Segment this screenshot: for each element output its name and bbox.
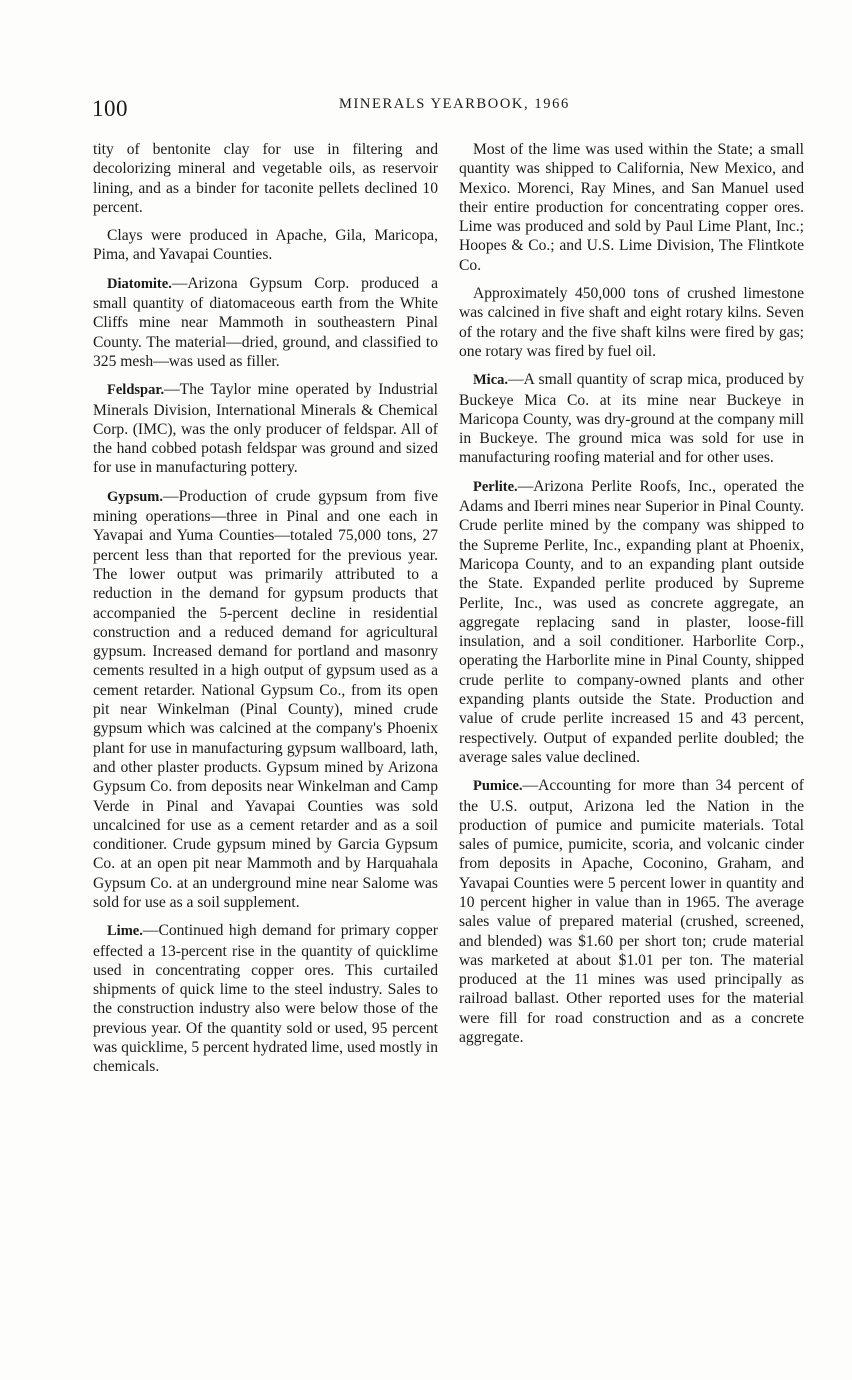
paragraph: tity of bentonite clay for use in filtering and decolorizing mineral and vegetable oils, as reservoir lining, and as a binder for taconite pellets declined 10 percent. [93, 141, 438, 216]
section-heading: Gypsum. [107, 488, 164, 505]
left-column [93, 140, 438, 1086]
section-heading: Lime. [107, 923, 143, 940]
paragraph: Most of the lime was used within the State; a small quantity was shipped to California, New Mexico, and Mexico. Morenci, Ray Mines, and San Manuel used their entire production for concentrating copper ores. Lime was produced and sold by Paul Lime Plant, Inc.; Hoopes & Co.; and U.S. Lime Division, The Flintkote Co. [459, 141, 804, 274]
page-number: 100 [92, 96, 128, 121]
section-heading: Pumice. [473, 778, 523, 795]
paragraph-pumice: Pumice.—Accounting for more than 34 percent of the U.S. output, Arizona led the Nation in the production of pumice and pumicite materials. Total sales of pumice, pumicite, scoria, and volcanic cinder from deposits in Apache, Coconino, Graham, and Yavapai Counties were 5 percent lower in quantity and 10 percent higher in value than in 1965. The average sales value of prepared material (crushed, screened, and blended) was $1.60 per short ton; crude material was marketed at about $1.01 per ton. The material produced at the 11 mines was used principally as railroad ballast. Other reported uses for the material were fill for road construction and as a concrete aggregate. [459, 777, 804, 1047]
section-heading: Mica. [473, 372, 509, 389]
paragraph-feldspar: Feldspar.—The Taylor mine operated by Industrial Minerals Division, International Minerals & Chemical Corp. (IMC), was the only producer of feldspar. All of the hand cobbed potash feldspar was ground and sized for use in manufacturing pottery. [93, 381, 438, 477]
paragraph: Clays were produced in Apache, Gila, Maricopa, Pima, and Yavapai Counties. [93, 227, 438, 264]
paragraph-gypsum: Gypsum.—Production of crude gypsum from five mining operations—three in Pinal and one each in Yavapai and Yuma Counties—totaled 75,000 tons, 27 percent less than that reported for the previous year. The lower output was primarily attributed to a reduction in the demand for gypsum products that accompanied the 5-percent decline in residential construction and a reduced demand for agricultural gypsum. Increased demand for portland and masonry cements resulted in a high output of gypsum used as a cement retarder. National Gypsum Co., from its open pit near Winkelman (Pinal County), mined crude gypsum which was calcined at the company's Phoenix plant for use in manufacturing gypsum wallboard, lath, and other plaster products. Gypsum mined by Arizona Gypsum Co. from deposits near Winkelman and Camp Verde in Pinal and Yavapai Counties was sold uncalcined for use as a cement retarder and as a soil conditioner. Crude gypsum mined by Garcia Gypsum Co. at an open pit near Mammoth and by Harquahala Gypsum Co. at an underground mine near Salome was sold for use as a soil supplement. [93, 487, 438, 911]
paragraph-mica: Mica.—A small quantity of scrap mica, produced by Buckeye Mica Co. at its mine near Buckeye in Maricopa County, was dry-ground at the company mill in Buckeye. The ground mica was sold for use in manufacturing roofing material and for other uses. [459, 371, 804, 467]
paragraph: Approximately 450,000 tons of crushed limestone was calcined in five shaft and eight rotary kilns. Seven of the rotary and the five shaft kilns were fired by gas; one rotary was fired by fuel oil. [459, 285, 804, 360]
section-heading: Perlite. [473, 478, 518, 495]
running-title: MINERALS YEARBOOK, 1966 [339, 96, 570, 112]
section-heading: Feldspar. [107, 382, 165, 399]
paragraph-lime: Lime.—Continued high demand for primary copper effected a 13-percent rise in the quantity of quicklime used in concentrating copper ores. This curtailed shipments of quick lime to the steel industry. Sales to the construction industry also were below those of the previous year. Of the quantity sold or used, 95 percent was quicklime, 5 percent hydrated lime, used mostly in chemicals. [93, 922, 438, 1076]
right-column [459, 140, 804, 1056]
section-heading: Diatomite. [107, 275, 172, 292]
paragraph-perlite: Perlite.—Arizona Perlite Roofs, Inc., operated the Adams and Iberri mines near Superior in Pinal County. Crude perlite mined by the company was shipped to the Supreme Perlite, Inc., expanding plant at Phoenix, Maricopa County, and to an expanding plant outside the State. Expanded perlite produced by Supreme Perlite, Inc., was used as concrete aggregate, an aggregate replacing sand in plaster, loose-fill insulation, and a soil conditioner. Harborlite Corp., operating the Harborlite mine in Pinal County, shipped crude perlite to company-owned plants and other expanding plants outside the State. Production and value of crude perlite increased 15 and 43 percent, respectively. Output of expanded perlite doubled; the average sales value declined. [459, 477, 804, 766]
paragraph-diatomite: Diatomite.—Arizona Gypsum Corp. produced a small quantity of diatomaceous earth from the White Cliffs mine near Mammoth in southeastern Pinal County. The material—dried, ground, and classified to 325 mesh—was used as filler. [93, 274, 438, 370]
